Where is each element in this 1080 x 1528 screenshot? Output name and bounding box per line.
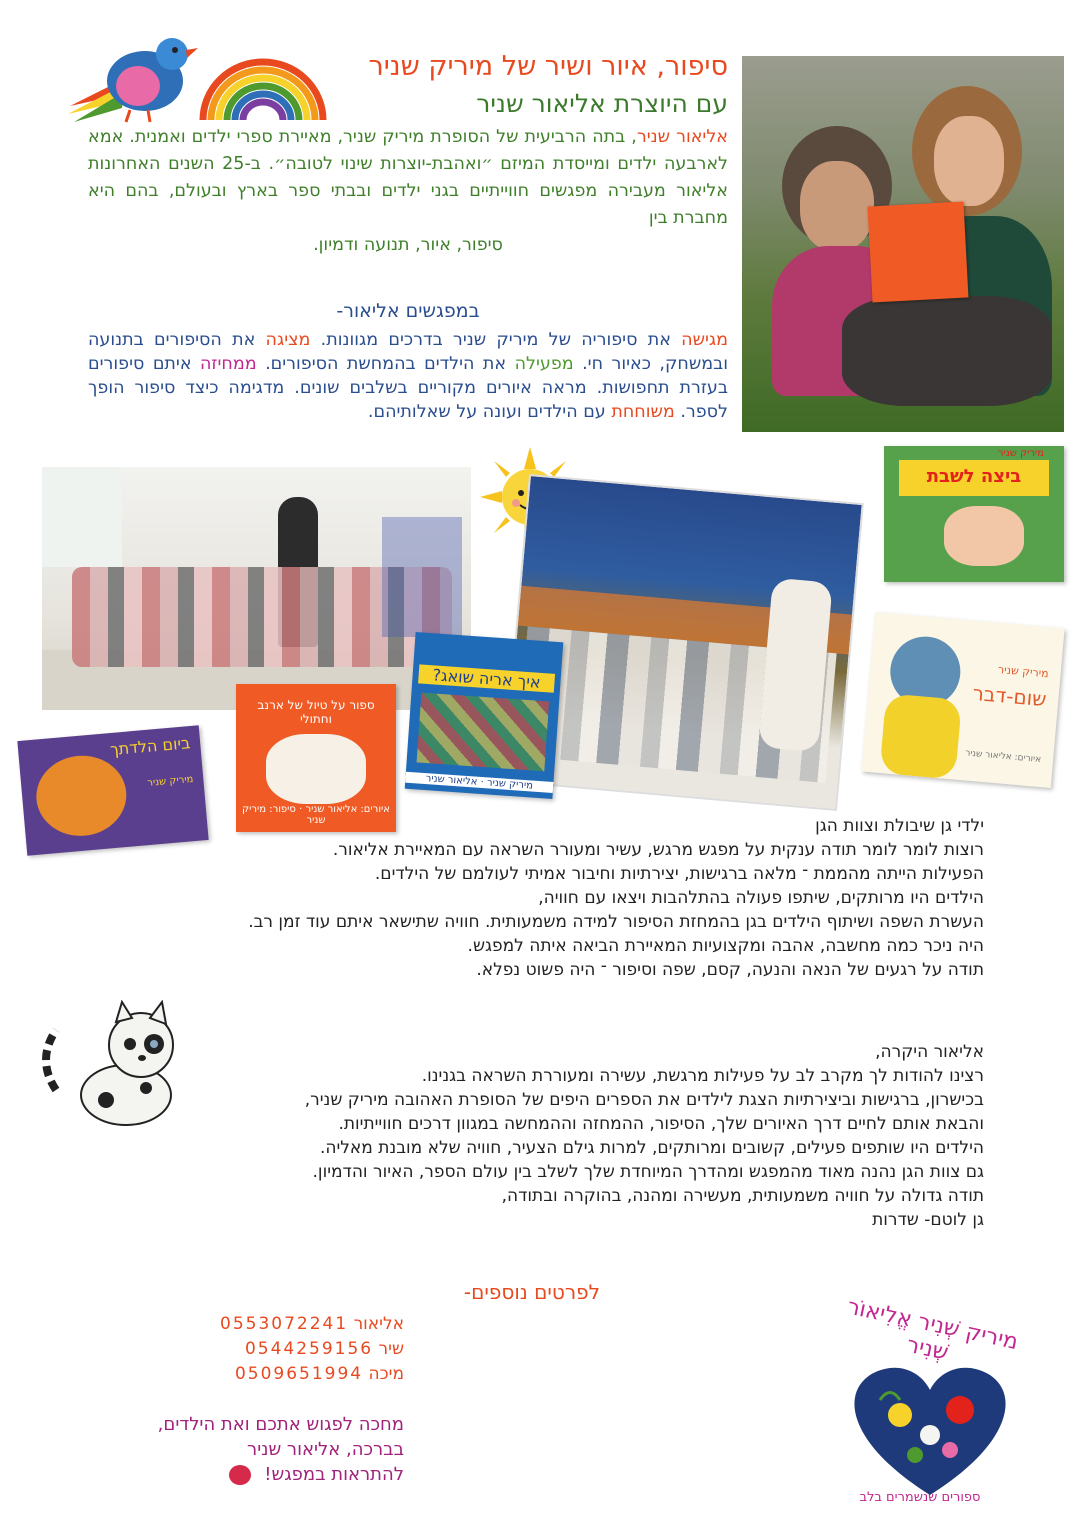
book-author: מיריק שניר <box>997 448 1044 459</box>
intro-name: אליאור שניר <box>636 127 728 147</box>
meetings-paragraph <box>88 328 728 424</box>
keyword-shows: מציגה <box>265 330 311 350</box>
logo-tagline: ספורים שנשמרים בלב <box>859 1490 981 1505</box>
book-illustrator: איורים: אליאור שניר <box>964 748 1042 766</box>
contact-phone-link[interactable]: 0509651994 <box>234 1364 364 1384</box>
logo-name: מיריק שְׁנִיר אֱלִיאוֹר שְׁנִיר <box>845 1294 1021 1366</box>
contact-phone-link[interactable]: 0553072241 <box>220 1314 349 1334</box>
thank-you-letter-lotem <box>104 1040 984 1232</box>
meetings-heading: במפגשים אליאור- <box>336 300 480 322</box>
contact-list <box>84 1312 404 1387</box>
held-book <box>868 202 969 303</box>
heart-icon <box>229 1465 251 1485</box>
letter-line: אליאור היקרה, <box>875 1042 984 1062</box>
kindergarten-group-photo <box>42 467 471 710</box>
letter-line: היה ניכר כמה מחשבה, אהבה ומקצועיות המאיירת הביאה איתה למפגש. <box>467 936 984 956</box>
closing-message <box>24 1412 404 1487</box>
book-cover-shum-davar <box>861 612 1064 788</box>
closing-line: מחכה לפגוש אתכם ואת הילדים, <box>157 1414 404 1435</box>
letter-line: ילדי גן שיבולת וצוות הגן <box>815 816 984 836</box>
letter-line: תודה גדולה על חוויה משמעותית, מעשירה ומהנה, בהוקרה ובתודה, <box>501 1186 984 1206</box>
closing-line: בברכה, אליאור שניר <box>247 1439 404 1460</box>
author-photo <box>742 56 1064 432</box>
closing-line <box>24 1462 404 1487</box>
thank-you-letter-shibolet <box>104 814 984 982</box>
letter-line: גם צוות הגן נהנה מאוד מהמפגש ומהדרך המיוחדת שלך לשלב בין עולם הספר, האיור והדמיון. <box>312 1162 984 1182</box>
contact-name: שיר <box>378 1339 404 1359</box>
contact-name: אליאור <box>353 1314 404 1334</box>
letter-line: רוצות לומר לומר תודה ענקית על מפגש מרגש, עשיר ומעורר השראה עם המאיירת אליאור. <box>332 840 984 860</box>
bird-illustration <box>60 26 200 126</box>
meetings-text-2: את הסיפורים בתנועה ובמשחק, כאיור חי. <box>88 330 728 374</box>
meetings-text-5: עם הילדים ועונה על שאלותיהם. <box>367 402 612 422</box>
book-author: מיריק שניר <box>146 773 194 789</box>
book-title: איך אריה שואג? <box>418 664 555 692</box>
meetings-text-1: את סיפוריה של מיריק שניר בדרכים מגוונות. <box>310 330 682 350</box>
letter-line: והבאת אותם לחיים דרך האיורים שלך, הסיפור, ההמחזה וההמחשה במגוון דרכים חווייתיות. <box>338 1114 984 1134</box>
letter-line: העשרת השפה ושיתוף הילדים בגן בהמחזת הסיפור למידה משמעותית. חוויה שתישאר איתם עוד זמן רב. <box>248 912 984 932</box>
book-credits: מיריק שניר · אליאור שניר <box>405 772 553 793</box>
letter-line: הילדים היו שותפים פעילים, קשובים ומרותקים, למרות גילם הצעיר, חוויה שלא מובנת מאליה. <box>319 1138 984 1158</box>
book-title: ביום הלדתך <box>109 733 191 760</box>
closing-text: להתראות במפגש! <box>264 1464 404 1485</box>
book-title: ספור על טיול של ארנב וחתולי <box>257 698 375 726</box>
letter-line: רצינו להודות לך מקרב לב על פעילות מרגשת, עשירה ומעוררת השראה בגנינו. <box>421 1066 984 1086</box>
book-title: ביצה לשבת <box>926 466 1022 487</box>
page-subtitle: עם היוצרת אליאור שניר <box>476 89 728 118</box>
letter-line: הפעילות הייתה מהממת ־ מלאה ברגישות, יצירתיות וחיבור אמיתי לעולמם של הילדים. <box>374 864 984 884</box>
book-title: שום-דבר <box>971 680 1048 712</box>
contact-heading: לפרטים נוספים- <box>463 1280 600 1304</box>
letter-line: בכישרון, ברגישות וביצירתיות הצגת לילדים את הספרים היפים של הסופרת האהובה מיריק שניר, <box>304 1090 984 1110</box>
letter-line: הילדים היו מרותקים, שיתפו פעולה בהתלהבות ויצאו עם חוויה, <box>538 888 984 908</box>
meetings-text-4: איתם סיפורים בעזרת תחפושות. מראה איורים מקוריים בשלבים שונים. מדגימה כיצד סיפור הופך לספר. <box>88 354 728 422</box>
contact-item <box>84 1312 404 1337</box>
contact-item <box>84 1362 404 1387</box>
book-cover-tiyul <box>236 684 396 832</box>
keyword-dramatizes: ממחיזה <box>200 354 257 374</box>
letter-line: תודה על רגעים של הנאה והנעה, קסם, שפה וסיפור ־ היה פשוט נפלא. <box>476 960 984 980</box>
book-cover-eich-arie-shoeg <box>405 632 564 799</box>
book-credits: איורים: אליאור שניר · סיפור: מיריק שניר <box>242 804 390 826</box>
page-title: סיפור, איור ושיר של מיריק שניר <box>368 51 728 82</box>
keyword-presents: מגישה <box>681 330 728 350</box>
keyword-talks: משוחחת <box>611 402 675 422</box>
book-author: מיריק שניר <box>997 662 1050 681</box>
intro-last-line: סיפור, איור, תנועה ודמיון. <box>313 235 503 255</box>
intro-paragraph <box>88 124 728 259</box>
letter-line: גן לוטם- שדרות <box>872 1210 984 1230</box>
contact-name: מיכה <box>368 1364 404 1384</box>
keyword-activates: מפעילה <box>514 354 574 374</box>
intro-text: , בתה הרביעית של הסופרת מיריק שניר, מאיירת ספרי ילדים ואמנית. אמא לארבעה ילדים ומייסדת המיזם ״ואהבת-יוצרות שינוי לטובה״. ב-25 השנים האחרונות אליאור מעבירה מפגשים חווייתיים בגני ילדים ובבתי ספר בארץ ובעולם, בהם היא מחברת בין <box>88 127 728 228</box>
book-cover-bitza-leshabat <box>884 446 1064 582</box>
meetings-text-3: את הילדים בהמחשת הסיפורים. <box>256 354 515 374</box>
contact-item <box>84 1337 404 1362</box>
contact-phone-link[interactable]: 0544259156 <box>244 1339 374 1359</box>
